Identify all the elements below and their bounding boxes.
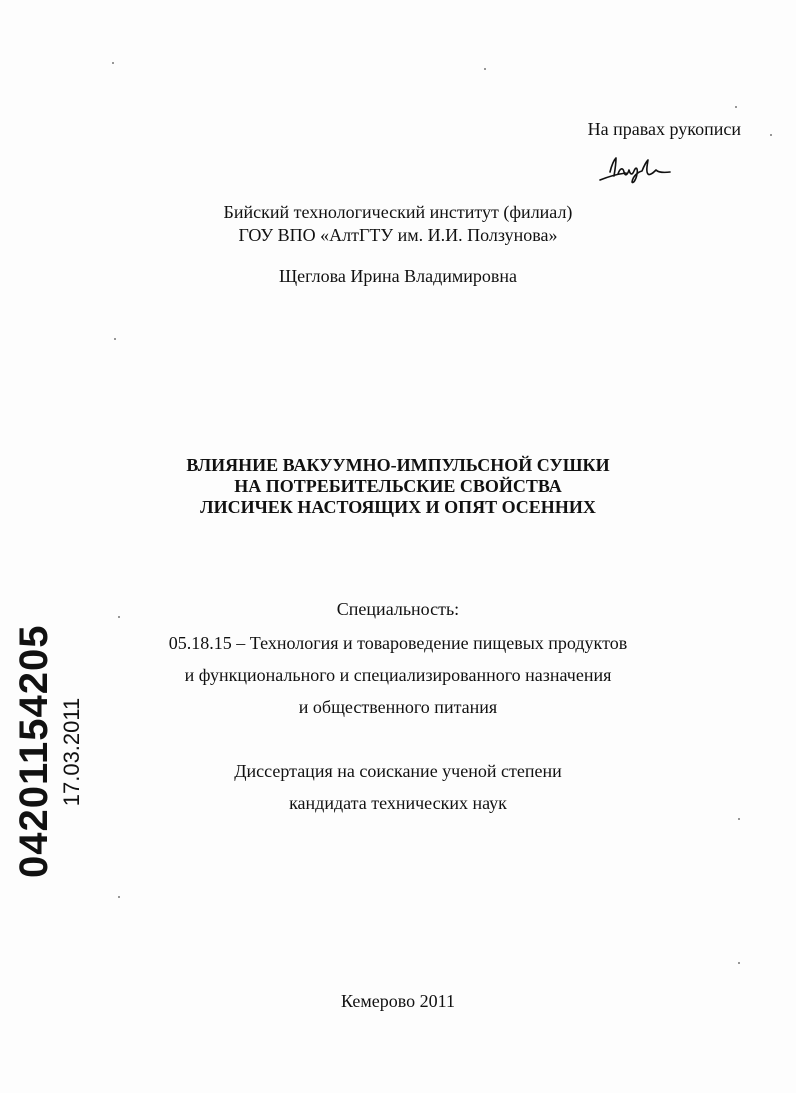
degree-line-2: кандидата технических наук: [289, 793, 507, 813]
scan-speck: [770, 134, 772, 136]
library-stamp: [12, 624, 84, 880]
city-year: Кемерово 2011: [341, 991, 455, 1011]
scan-speck: [118, 896, 120, 898]
manuscript-rights-note: На правах рукописи: [587, 119, 741, 139]
specialty-line-3: и общественного питания: [298, 697, 498, 717]
title-line-3: ЛИСИЧЕК НАСТОЯЩИХ И ОПЯТ ОСЕННИХ: [200, 497, 596, 517]
scan-speck: [112, 62, 114, 64]
institution-line-2: ГОУ ВПО «АлтГТУ им. И.И. Ползунова»: [238, 225, 558, 245]
scan-speck: [738, 962, 740, 964]
scan-speck: [114, 338, 116, 340]
scan-speck: [738, 818, 740, 820]
handwritten-signature: [596, 152, 686, 188]
title-line-2: НА ПОТРЕБИТЕЛЬСКИЕ СВОЙСТВА: [234, 476, 562, 496]
dissertation-title: [0, 455, 796, 518]
author-name: Щеглова Ирина Владимировна: [278, 266, 518, 286]
specialty-line-2: и функционального и специализированного назначения: [184, 665, 612, 685]
scan-speck: [735, 106, 737, 108]
stamp-number: 04201154205: [12, 624, 56, 878]
specialty-line-1: 05.18.15 – Технология и товароведение пищевых продуктов: [168, 633, 628, 653]
stamp-date: 17.03.2011: [59, 697, 84, 807]
institution-line-1: Бийский технологический институт (филиал): [223, 202, 573, 222]
degree-line-1: Диссертация на соискание ученой степени: [234, 761, 562, 781]
title-line-1: ВЛИЯНИЕ ВАКУУМНО-ИМПУЛЬСНОЙ СУШКИ: [186, 455, 610, 475]
scan-speck: [484, 68, 486, 70]
specialty-label: Специальность:: [336, 599, 460, 619]
